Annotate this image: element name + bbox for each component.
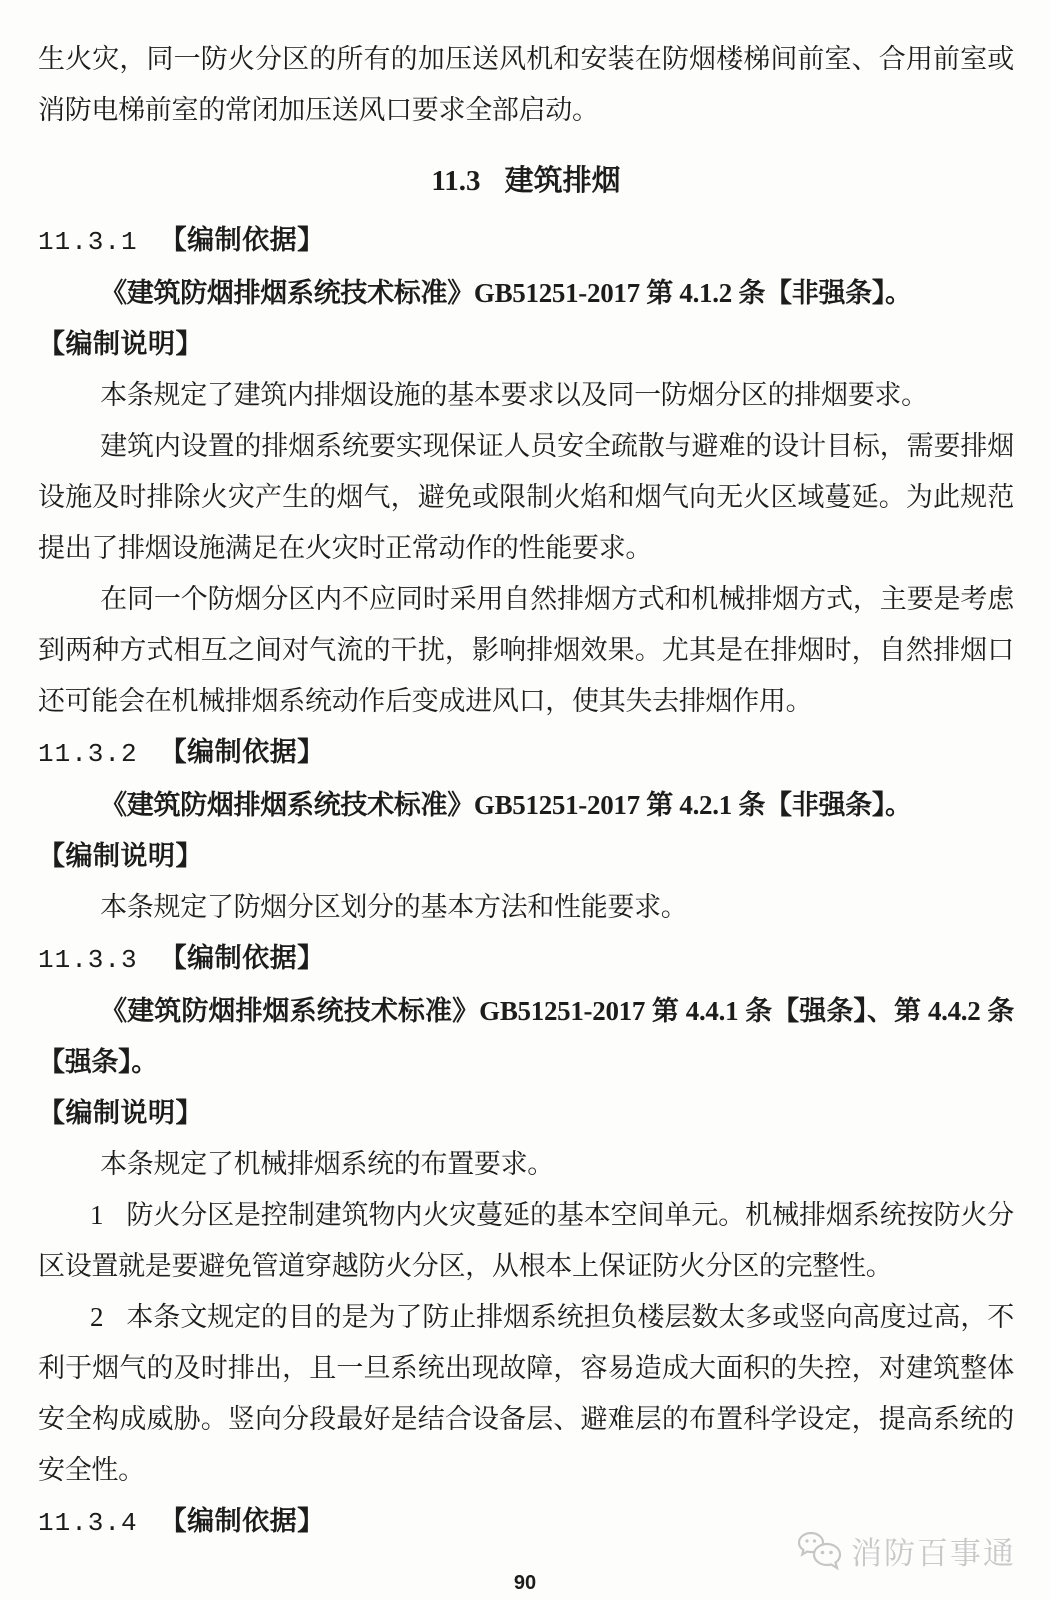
numbered-paragraph-2 xyxy=(38,1292,1014,1496)
note-label: 【编制说明】 xyxy=(38,1098,203,1128)
reference-paragraph: 《建筑防烟排烟系统技术标准》GB51251-2017 第 4.4.1 条【强条】、第 4.4.2 条【强条】。 xyxy=(38,996,1014,1077)
subsection-label: 【编制依据】 xyxy=(159,943,325,973)
wechat-chat-bubbles-icon xyxy=(796,1530,844,1572)
body-paragraph: 建筑内设置的排烟系统要实现保证人员安全疏散与避难的设计目标，需要排烟设施及时排除火灾产生的烟气，避免或限制火焰和烟气向无火区域蔓延。为此规范提出了排烟设施满足在火灾时正常动作的性能要求。 xyxy=(38,431,1014,563)
subsection-label: 【编制依据】 xyxy=(159,1506,325,1536)
reference-paragraph: 《建筑防烟排烟系统技术标准》GB51251-2017 第 4.1.2 条【非强条】。 xyxy=(100,278,912,308)
section-heading xyxy=(38,156,1014,207)
subsection-number: 11.3.1 xyxy=(38,227,138,257)
body-paragraph: 本条规定了建筑内排烟设施的基本要求以及同一防烟分区的排烟要求。 xyxy=(100,380,928,410)
note-label: 【编制说明】 xyxy=(38,841,203,871)
watermark xyxy=(796,1528,1016,1573)
subsection-number: 11.3.4 xyxy=(38,1508,138,1538)
subsection-number: 11.3.3 xyxy=(38,945,138,975)
list-number: 1 xyxy=(90,1200,104,1230)
subsection-label: 【编制依据】 xyxy=(159,737,325,767)
list-text: 防火分区是控制建筑物内火灾蔓延的基本空间单元。机械排烟系统按防火分区设置就是要避免管道穿越防火分区，从根本上保证防火分区的完整性。 xyxy=(38,1200,1014,1281)
numbered-paragraph-1 xyxy=(38,1190,1014,1292)
section-number: 11.3 xyxy=(431,165,481,197)
page-number: 90 xyxy=(513,1572,537,1594)
subsection-heading-11-3-3 xyxy=(38,933,1014,986)
note-label: 【编制说明】 xyxy=(38,329,203,359)
watermark-text: 消防百事通 xyxy=(851,1536,1016,1571)
continuation-paragraph: 生火灾，同一防火分区的所有的加压送风机和安装在防烟楼梯间前室、合用前室或消防电梯前室的常闭加压送风口要求全部启动。 xyxy=(38,44,1014,125)
section-title: 建筑排烟 xyxy=(504,165,621,197)
subsection-label: 【编制依据】 xyxy=(159,225,325,255)
reference-paragraph: 《建筑防烟排烟系统技术标准》GB51251-2017 第 4.2.1 条【非强条】。 xyxy=(100,790,912,820)
body-paragraph: 在同一个防烟分区内不应同时采用自然排烟方式和机械排烟方式，主要是考虑到两种方式相互之间对气流的干扰，影响排烟效果。尤其是在排烟时，自然排烟口还可能会在机械排烟系统动作后变成进风口，使其失去排烟作用。 xyxy=(38,584,1014,716)
body-paragraph: 本条规定了防烟分区划分的基本方法和性能要求。 xyxy=(100,892,688,922)
subsection-number: 11.3.2 xyxy=(38,739,138,769)
body-paragraph: 本条规定了机械排烟系统的布置要求。 xyxy=(100,1149,554,1179)
subsection-heading-11-3-2 xyxy=(38,727,1014,780)
list-text: 本条文规定的目的是为了防止排烟系统担负楼层数太多或竖向高度过高，不利于烟气的及时排出，且一旦系统出现故障，容易造成大面积的失控，对建筑整体安全构成威胁。竖向分段最好是结合设备层、避难层的布置科学设定，提高系统的安全性。 xyxy=(38,1302,1014,1485)
subsection-heading-11-3-1 xyxy=(38,215,1014,268)
list-number: 2 xyxy=(90,1302,104,1332)
